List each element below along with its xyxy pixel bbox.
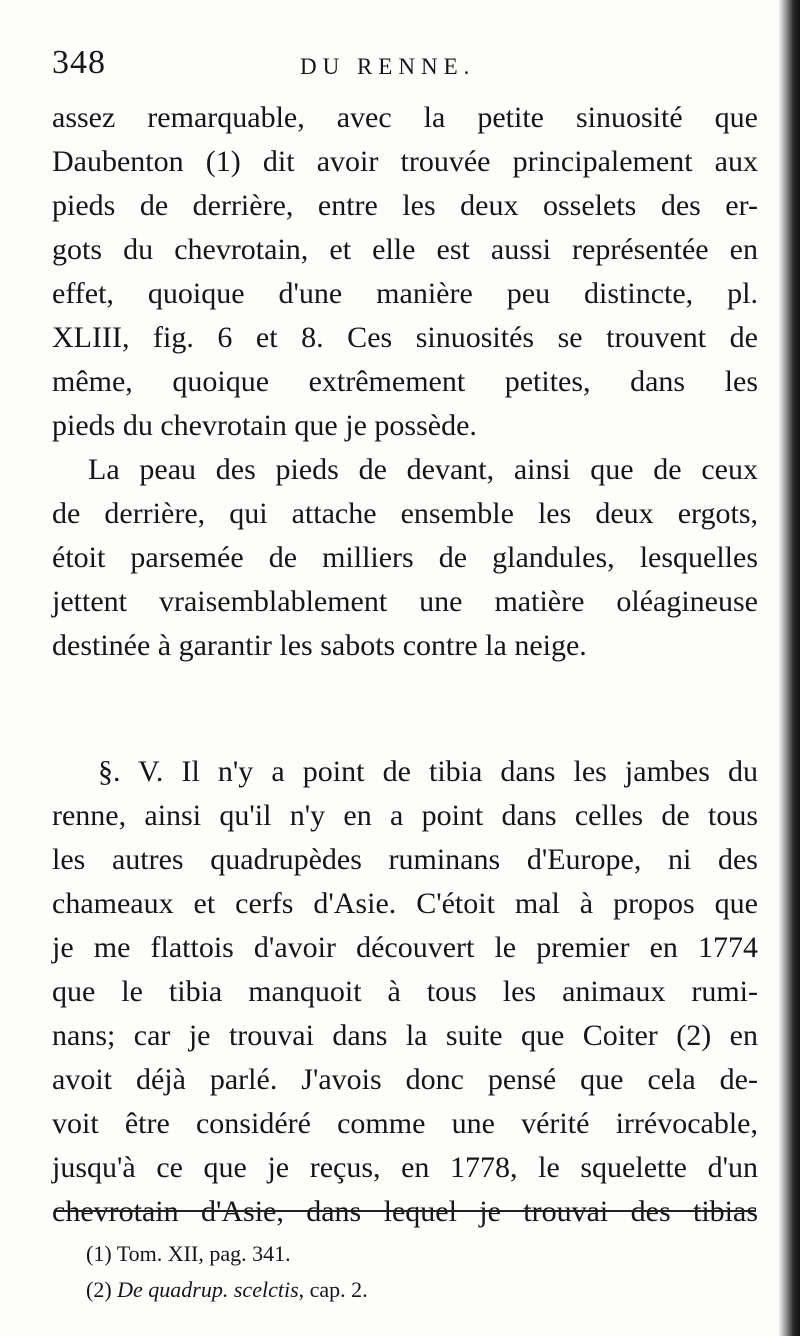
text-line: chevrotain d'Asie, dans lequel je trouvai des tibias: [52, 1195, 758, 1228]
text-line: les autres quadrupèdes ruminans d'Europe, ni des: [52, 843, 758, 876]
section-gap: [52, 668, 758, 750]
text-line: gots du chevrotain, et elle est aussi représentée en: [52, 233, 758, 266]
page-edge-shadow: [778, 0, 800, 1336]
footnote-marker: (1): [86, 1241, 112, 1266]
footnote-text: Tom. XII, pag. 341.: [116, 1241, 291, 1266]
footnote-suffix: , cap. 2.: [298, 1277, 368, 1302]
footnote-2: [86, 1272, 746, 1308]
footnote-rule: [56, 1210, 756, 1212]
text-line: je me flattois d'avoir découvert le premier en 1774: [52, 931, 758, 964]
text-line: étoit parsemée de milliers de glandules, lesquelles: [52, 541, 758, 574]
footnote-text: De quadrup. scelctis: [117, 1277, 299, 1302]
text-line: de derrière, qui attache ensemble les deux ergots,: [52, 497, 758, 530]
text-line: que le tibia manquoit à tous les animaux rumi-: [52, 975, 758, 1008]
text-line: nans; car je trouvai dans la suite que Coiter (2) en: [52, 1019, 758, 1052]
text-line: La peau des pieds de devant, ainsi que de ceux: [88, 453, 758, 486]
text-line: voit être considéré comme une vérité irrévocable,: [52, 1107, 758, 1140]
text-line: effet, quoique d'une manière peu distincte, pl.: [52, 277, 758, 310]
text-line: renne, ainsi qu'il n'y en a point dans celles de tous: [52, 799, 758, 832]
body-text: [52, 96, 758, 1234]
text-line: jusqu'à ce que je reçus, en 1778, le squelette d'un: [52, 1151, 758, 1184]
page-number: 348: [52, 44, 106, 81]
text-line: Daubenton (1) dit avoir trouvée principalement aux: [52, 145, 758, 178]
footnote-1: [86, 1236, 746, 1272]
text-line: pieds de derrière, entre les deux osselets des er-: [52, 189, 758, 222]
section-heading-line: §. V. Il n'y a point de tibia dans les jambes du: [98, 755, 758, 788]
footnotes: [86, 1236, 746, 1308]
footnote-marker: (2): [86, 1277, 112, 1302]
text-line: destinée à garantir les sabots contre la neige.: [52, 629, 587, 662]
text-line: XLIII, fig. 6 et 8. Ces sinuosités se trouvent de: [52, 321, 758, 354]
text-line: jettent vraisemblablement une matière oléagineuse: [52, 585, 758, 618]
text-line: pieds du chevrotain que je possède.: [52, 409, 477, 442]
running-head: DU RENNE.: [300, 54, 476, 79]
text-line: chameaux et cerfs d'Asie. C'étoit mal à propos que: [52, 887, 758, 920]
text-line: même, quoique extrêmement petites, dans les: [52, 365, 758, 398]
text-line: avoit déjà parlé. J'avois donc pensé que cela de-: [52, 1063, 758, 1096]
text-line: assez remarquable, avec la petite sinuosité que: [52, 101, 758, 134]
page-header: [52, 44, 752, 94]
